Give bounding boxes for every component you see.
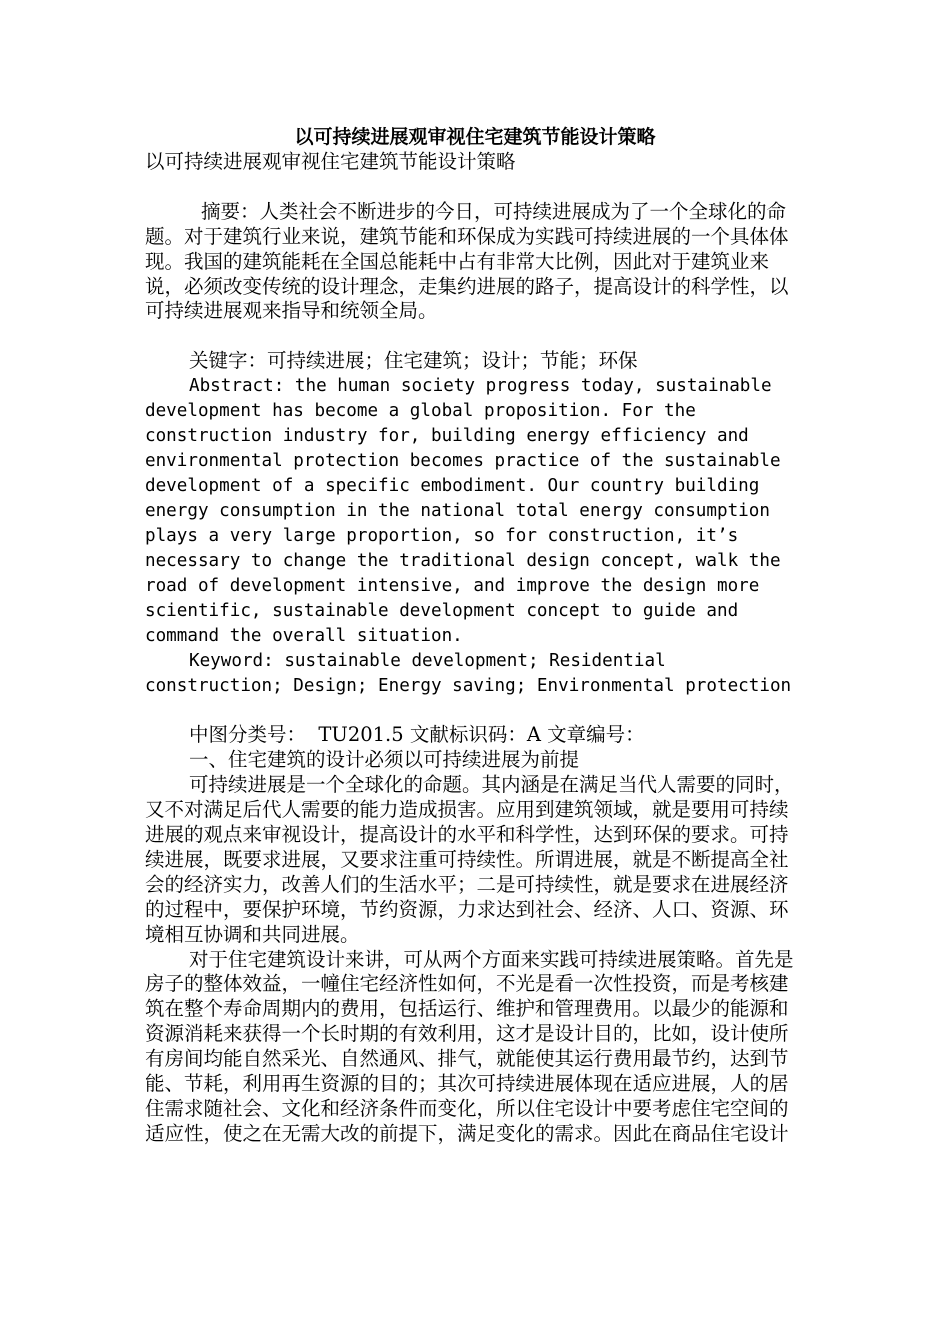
body-paragraph-1: 可持续进展是一个全球化的命题。其内涵是在满足当代人需要的同时，又不对满足后代人需要的能力造成损害。应用到建筑领域，就是要用可持续进展的观点来审视设计，提高设计的水平和科学性，达到环保的要求。可持续进展，既要求进展，又要求注重可持续性。所谓进展，就是不断提高全社会的经济实力，改善人们的生活水平；二是可持续性，就是要求在进展经济的过程中，要保护环境，节约资源，力求达到社会、经济、人口、资源、环境相互协调和共同进展。 bbox=[145, 773, 794, 946]
blank-line bbox=[145, 175, 807, 200]
abstract-en: Abstract: the human society progress today, sustainable development has become a global proposition. For the construction industry for, building energy efficiency and environmental protection becomes practice of the sustainable development of a specific embodiment. Our country building energy consumption in the national total energy consumption plays a very large proportion, so for construction, it’s necessary to change the traditional design concept, walk the road of development intensive, and improve the design more scientific, sustainable development concept to guide and command the overall situation. bbox=[145, 376, 792, 646]
section-heading: 一、住宅建筑的设计必须以可持续进展为前提 bbox=[189, 748, 580, 772]
document-title: 以可持续进展观审视住宅建筑节能设计策略 bbox=[294, 126, 656, 148]
keywords-en: Keyword: sustainable development; Residential construction; Design; Energy saving; Environmental protection bbox=[145, 650, 792, 696]
document-body bbox=[145, 150, 807, 1147]
blank-line bbox=[145, 324, 807, 349]
keywords-cn: 关键字：可持续进展；住宅建筑；设计；节能；环保 bbox=[189, 349, 638, 373]
blank-line bbox=[145, 699, 807, 724]
abstract-cn: 摘要：人类社会不断进步的今日，可持续进展成为了一个全球化的命题。对于建筑行业来说，建筑节能和环保成为实践可持续进展的一个具体体现。我国的建筑能耗在全国总能耗中占有非常大比例，因此对于建筑业来说，必须改变传统的设计理念，走集约进展的路子，提高设计的科学性，以可持续进展观来指导和统领全局。 bbox=[145, 199, 789, 323]
classification-line: 中图分类号： TU201.5 文献标识码：A 文章编号： bbox=[189, 723, 645, 747]
body-paragraph-2: 对于住宅建筑设计来讲，可从两个方面来实践可持续进展策略。首先是房子的整体效益，一幢住宅经济性如何，不光是看一次性投资，而是考核建筑在整个寿命周期内的费用，包括运行、维护和管理费用。以最少的能源和资源消耗来获得一个长时期的有效利用，这才是设计目的，比如，设计使所有房间均能自然采光、自然通风、排气，就能使其运行费用最节约，达到节能、节耗，利用再生资源的目的；其次可持续进展体现在适应进展，人的居住需求随社会、文化和经济条件而变化，所以住宅设计中要考虑住宅空间的适应性，使之在无需大改的前提下，满足变化的需求。因此在商品住宅设计 bbox=[145, 947, 794, 1145]
subtitle: 以可持续进展观审视住宅建筑节能设计策略 bbox=[145, 150, 516, 173]
